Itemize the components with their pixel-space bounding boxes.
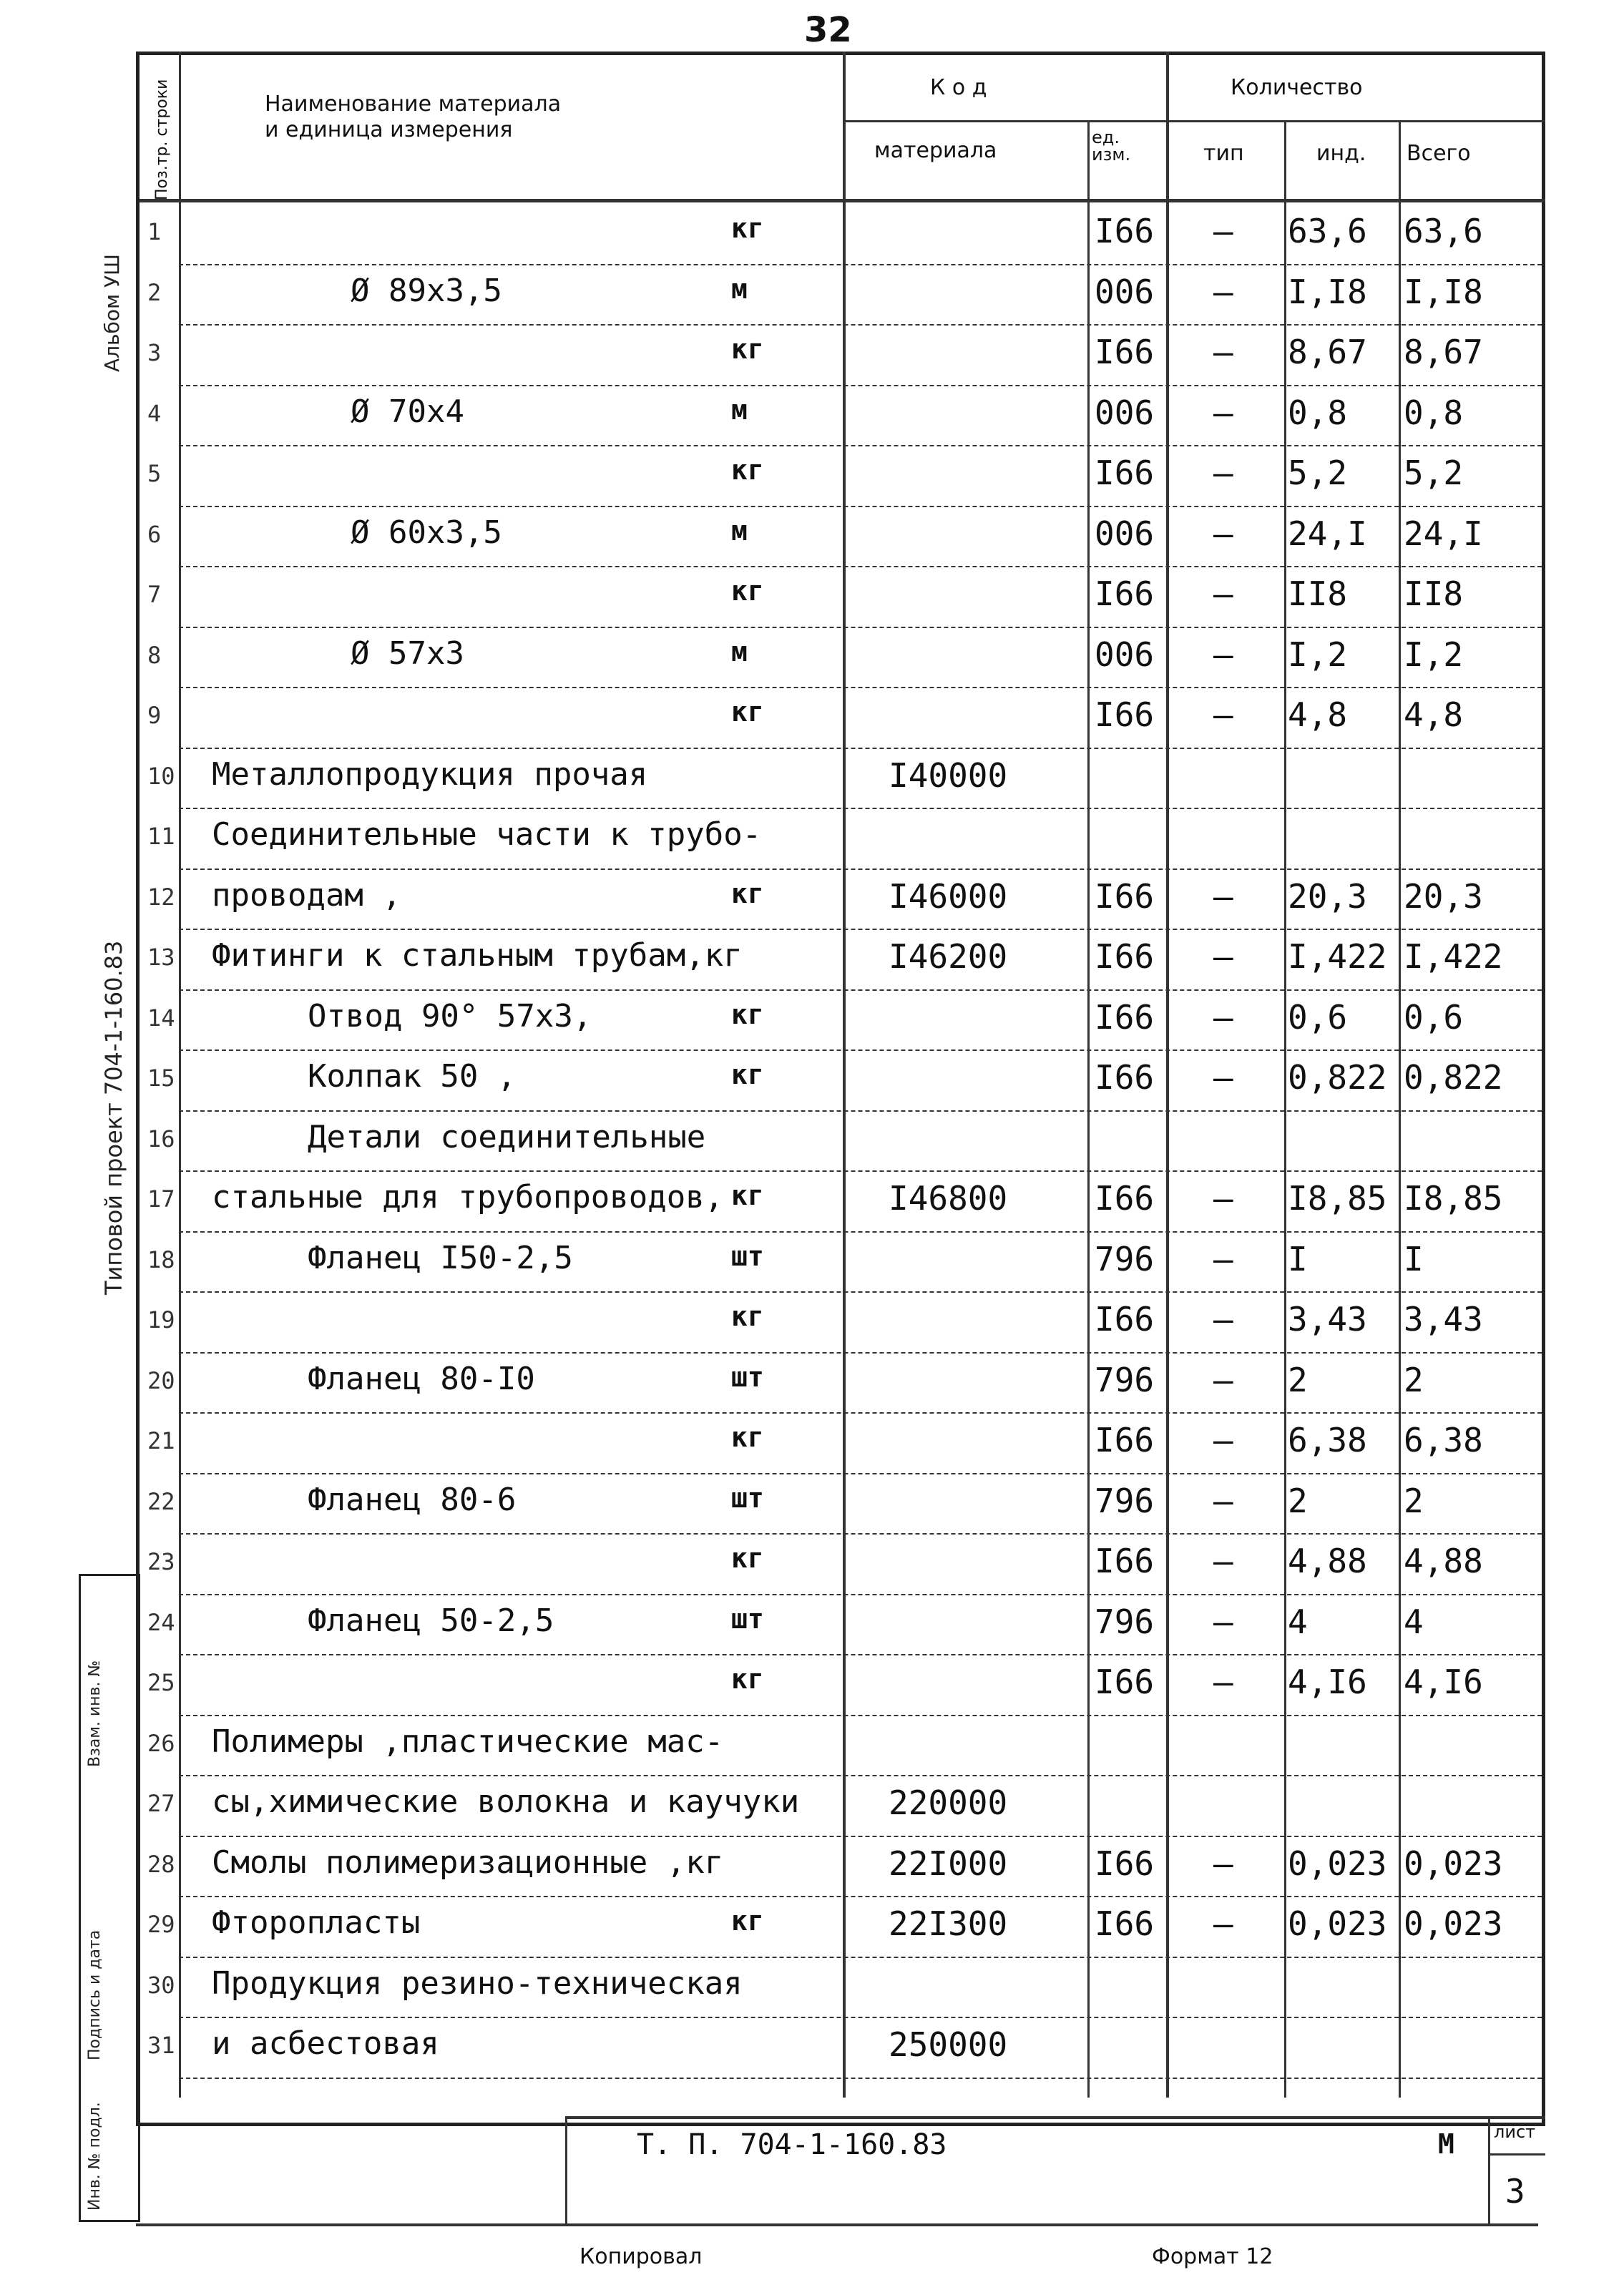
row-separator [179, 1836, 1542, 1837]
row-q-tip: – [1213, 1058, 1233, 1097]
row-number: 15 [147, 1065, 175, 1092]
row-separator [179, 748, 1542, 749]
left-strip-1: Инв. № подл. [86, 2102, 104, 2211]
row-separator [179, 1231, 1542, 1233]
row-q-tip: – [1213, 1904, 1233, 1943]
row-unit: кг [731, 575, 764, 607]
row-code-unit: 796 [1095, 1481, 1155, 1520]
row-q-total: 63,6 [1404, 212, 1483, 250]
header-code-unit: ед. изм. [1092, 127, 1131, 165]
row-code-unit: I66 [1095, 997, 1155, 1037]
side-label-album: Альбом УШ [100, 254, 124, 372]
row-q-total: 6,38 [1404, 1421, 1483, 1459]
row-code-unit: I66 [1095, 695, 1155, 734]
row-q-ind: I,422 [1288, 937, 1387, 976]
row-q-ind: 4 [1288, 1602, 1308, 1641]
side-label-project: Типовой проект 704-1-160.83 [100, 940, 127, 1295]
row-q-tip: – [1213, 1663, 1233, 1701]
row-q-ind: 8,67 [1288, 333, 1367, 371]
row-q-tip: – [1213, 514, 1233, 553]
row-separator [179, 929, 1542, 930]
row-q-total: 0,6 [1404, 997, 1464, 1037]
row-q-total: 2 [1404, 1481, 1424, 1520]
row-separator [179, 989, 1542, 991]
header-name: Наименование материала и единица измерения [265, 92, 562, 142]
row-q-total: I,2 [1404, 635, 1464, 674]
page-number: 32 [804, 10, 852, 50]
row-q-tip: – [1213, 393, 1233, 432]
row-unit: кг [731, 1905, 764, 1937]
row-q-total: 5,2 [1404, 454, 1464, 492]
row-q-ind: 6,38 [1288, 1421, 1367, 1459]
row-number: 7 [147, 581, 162, 608]
row-unit: м [731, 393, 748, 426]
row-material-name: Колпак 50 , [308, 1058, 517, 1095]
row-unit: кг [731, 454, 764, 486]
row-q-total: 2 [1404, 1360, 1424, 1399]
row-separator [179, 324, 1542, 326]
row-separator [179, 1352, 1542, 1354]
row-material-name: Металлопродукция прочая [212, 755, 648, 793]
row-q-total: 0,8 [1404, 393, 1464, 432]
row-q-total: 0,822 [1404, 1058, 1503, 1097]
row-code-material: I40000 [889, 755, 1008, 795]
row-q-total: 4 [1404, 1602, 1424, 1641]
row-code-unit: I66 [1095, 937, 1155, 976]
row-number: 17 [147, 1185, 175, 1213]
row-code-unit: 006 [1095, 635, 1155, 674]
row-material-name: Фланец I50-2,5 [308, 1239, 573, 1276]
row-number: 3 [147, 339, 162, 366]
row-number: 8 [147, 641, 162, 669]
row-unit: шт [731, 1240, 764, 1272]
row-q-ind: 20,3 [1288, 876, 1367, 916]
row-unit: кг [731, 333, 764, 365]
row-material-name: Полимеры ,пластические мас- [212, 1723, 724, 1760]
row-number: 23 [147, 1548, 175, 1575]
footer-format: Формат 12 [1152, 2244, 1273, 2269]
row-number: 5 [147, 460, 162, 487]
row-code-material: I46800 [889, 1179, 1008, 1218]
row-number: 2 [147, 278, 162, 306]
row-q-tip: – [1213, 1421, 1233, 1459]
row-q-ind: 0,023 [1288, 1904, 1387, 1943]
row-separator [179, 445, 1542, 446]
row-q-ind: 2 [1288, 1481, 1308, 1520]
row-q-tip: – [1213, 1542, 1233, 1580]
row-separator [179, 1654, 1542, 1655]
row-separator [179, 1110, 1542, 1112]
row-code-unit: 006 [1095, 272, 1155, 311]
row-q-total: 24,I [1404, 514, 1483, 553]
row-number: 12 [147, 883, 175, 911]
row-number: 20 [147, 1366, 175, 1394]
row-number: 16 [147, 1125, 175, 1153]
row-code-unit: I66 [1095, 1904, 1155, 1943]
row-unit: кг [731, 1180, 764, 1211]
row-number: 14 [147, 1004, 175, 1032]
row-material-name: Соединительные части к трубо- [212, 816, 762, 853]
row-separator [179, 687, 1542, 688]
stamp-sheet-label: лист [1494, 2122, 1536, 2142]
row-separator [179, 868, 1542, 870]
row-separator [179, 1775, 1542, 1776]
row-number: 27 [147, 1790, 175, 1817]
row-separator [179, 1170, 1542, 1172]
row-q-total: I,I8 [1404, 272, 1483, 311]
header-quantity: Количество [1231, 75, 1363, 100]
row-q-ind: II8 [1288, 574, 1348, 613]
row-q-ind: 63,6 [1288, 212, 1367, 250]
row-q-ind: 24,I [1288, 514, 1367, 553]
row-material-name: Отвод 90° 57х3, [308, 997, 592, 1034]
row-separator [179, 1533, 1542, 1535]
row-code-unit: 006 [1095, 393, 1155, 432]
row-number: 21 [147, 1427, 175, 1454]
row-code-material: 22I300 [889, 1904, 1008, 1943]
row-q-total: 4,8 [1404, 695, 1464, 734]
row-code-unit: I66 [1095, 1542, 1155, 1580]
row-q-ind: 2 [1288, 1360, 1308, 1399]
row-code-unit: I66 [1095, 454, 1155, 492]
row-code-unit: 796 [1095, 1360, 1155, 1399]
stamp-sheet: 3 [1505, 2172, 1525, 2211]
row-number: 10 [147, 762, 175, 790]
row-code-unit: I66 [1095, 1300, 1155, 1339]
row-separator [179, 627, 1542, 628]
row-number: 28 [147, 1850, 175, 1878]
row-code-unit: I66 [1095, 1844, 1155, 1883]
row-q-ind: 3,43 [1288, 1300, 1367, 1339]
header-code: К о д [930, 75, 987, 100]
row-number: 1 [147, 218, 162, 245]
row-q-total: I8,85 [1404, 1179, 1503, 1218]
row-separator [179, 506, 1542, 507]
row-unit: кг [731, 1301, 764, 1332]
row-material-name: стальные для трубопроводов, [212, 1179, 724, 1215]
row-material-name: Фланец 80-6 [308, 1481, 517, 1518]
row-q-ind: 4,I6 [1288, 1663, 1367, 1701]
row-material-name: проводам , [212, 876, 401, 914]
row-q-total: 0,023 [1404, 1904, 1503, 1943]
row-separator [179, 1412, 1542, 1414]
row-q-tip: – [1213, 876, 1233, 916]
row-q-ind: I,I8 [1288, 272, 1367, 311]
row-number: 6 [147, 520, 162, 548]
row-separator [179, 1715, 1542, 1716]
row-separator [179, 2017, 1542, 2018]
row-number: 4 [147, 399, 162, 427]
row-number: 18 [147, 1246, 175, 1273]
row-unit: шт [731, 1361, 764, 1393]
row-material-name: Ø 70х4 [351, 393, 464, 430]
row-number: 31 [147, 2032, 175, 2059]
row-q-tip: – [1213, 1239, 1233, 1278]
left-strip-2: Подпись и дата [86, 1929, 104, 2060]
row-unit: шт [731, 1602, 764, 1635]
row-q-total: I [1404, 1239, 1424, 1278]
row-q-total: 0,023 [1404, 1844, 1503, 1883]
stamp-letter: М [1438, 2128, 1454, 2160]
row-code-unit: I66 [1095, 1663, 1155, 1701]
row-code-unit: 006 [1095, 514, 1155, 553]
row-number: 30 [147, 1971, 175, 1999]
row-q-tip: – [1213, 997, 1233, 1037]
row-q-ind: 0,6 [1288, 997, 1348, 1037]
row-code-material: I46000 [889, 876, 1008, 916]
row-code-material: 220000 [889, 1783, 1008, 1822]
row-material-name: Ø 89х3,5 [351, 272, 502, 309]
row-q-tip: – [1213, 454, 1233, 492]
row-q-tip: – [1213, 1602, 1233, 1641]
row-q-tip: – [1213, 272, 1233, 311]
row-unit: м [731, 514, 748, 547]
row-q-ind: 4,8 [1288, 695, 1348, 734]
row-number: 19 [147, 1306, 175, 1334]
row-separator [179, 264, 1542, 265]
row-code-material: I46200 [889, 937, 1008, 976]
left-strip-3: Взам. инв. № [86, 1660, 104, 1767]
row-q-total: 3,43 [1404, 1300, 1483, 1339]
row-q-tip: – [1213, 937, 1233, 976]
row-separator [179, 1896, 1542, 1897]
row-unit: м [731, 635, 748, 667]
row-q-total: 8,67 [1404, 333, 1483, 371]
row-unit: кг [731, 1663, 764, 1695]
row-q-ind: 0,822 [1288, 1058, 1387, 1097]
row-material-name: Фторопласты [212, 1904, 421, 1941]
row-material-name: и асбестовая [212, 2025, 439, 2062]
row-number: 22 [147, 1487, 175, 1515]
row-number: 29 [147, 1911, 175, 1938]
row-code-unit: I66 [1095, 212, 1155, 250]
row-q-ind: I [1288, 1239, 1308, 1278]
row-q-ind: 0,023 [1288, 1844, 1387, 1883]
row-unit: кг [731, 696, 764, 728]
row-code-unit: 796 [1095, 1602, 1155, 1641]
row-separator [179, 1049, 1542, 1051]
row-material-name: Фланец 50-2,5 [308, 1602, 554, 1639]
footer-copied: Копировал [579, 2244, 703, 2269]
header-q-total: Всего [1407, 141, 1471, 166]
row-q-tip: – [1213, 1360, 1233, 1399]
row-q-ind: 4,88 [1288, 1542, 1367, 1580]
row-q-ind: I,2 [1288, 635, 1348, 674]
row-code-material: 22I000 [889, 1844, 1008, 1883]
row-number: 11 [147, 823, 175, 850]
header-pos: Поз.тр. строки [153, 79, 171, 200]
row-code-unit: I66 [1095, 333, 1155, 371]
row-unit: кг [731, 1542, 764, 1574]
row-separator [179, 1291, 1542, 1293]
row-code-unit: I66 [1095, 876, 1155, 916]
row-code-unit: I66 [1095, 1421, 1155, 1459]
row-material-name: Ø 60х3,5 [351, 514, 502, 551]
row-q-ind: 0,8 [1288, 393, 1348, 432]
row-code-unit: I66 [1095, 574, 1155, 613]
row-q-tip: – [1213, 212, 1233, 250]
row-number: 24 [147, 1608, 175, 1636]
row-q-tip: – [1213, 1300, 1233, 1339]
row-unit: кг [731, 1059, 764, 1090]
row-separator [179, 1473, 1542, 1474]
row-unit: кг [731, 212, 764, 244]
row-q-ind: 5,2 [1288, 454, 1348, 492]
row-number: 25 [147, 1669, 175, 1696]
row-separator [179, 1594, 1542, 1595]
row-unit: кг [731, 877, 764, 909]
row-q-ind: I8,85 [1288, 1179, 1387, 1218]
row-q-tip: – [1213, 635, 1233, 674]
header-q-tip: тип [1203, 141, 1244, 166]
row-q-tip: – [1213, 1844, 1233, 1883]
row-material-name: Продукция резино-техническая [212, 1964, 743, 2002]
row-q-total: I,422 [1404, 937, 1503, 976]
row-q-tip: – [1213, 574, 1233, 613]
row-separator [179, 385, 1542, 386]
row-code-material: 250000 [889, 2025, 1008, 2064]
header-q-ind: инд. [1316, 141, 1366, 166]
row-q-total: 20,3 [1404, 876, 1483, 916]
row-q-total: II8 [1404, 574, 1464, 613]
row-separator [179, 2078, 1542, 2079]
row-material-name: Фитинги к стальным трубам,кг [212, 937, 743, 974]
row-code-unit: 796 [1095, 1239, 1155, 1278]
row-separator [179, 808, 1542, 809]
row-number: 26 [147, 1729, 175, 1757]
row-unit: кг [731, 998, 764, 1030]
row-number: 9 [147, 702, 162, 729]
row-separator [179, 566, 1542, 567]
row-material-name: Ø 57х3 [351, 635, 464, 672]
row-unit: м [731, 273, 748, 305]
row-unit: шт [731, 1482, 764, 1514]
row-number: 13 [147, 944, 175, 971]
row-material-name: сы,химические волокна и каучуки [212, 1783, 800, 1820]
row-q-total: 4,88 [1404, 1542, 1483, 1580]
header-code-material: материала [874, 138, 997, 163]
row-code-unit: I66 [1095, 1179, 1155, 1218]
row-material-name: Смолы полимеризационные ,кг [212, 1844, 724, 1881]
row-separator [179, 1957, 1542, 1958]
row-code-unit: I66 [1095, 1058, 1155, 1097]
row-material-name: Детали соединительные [308, 1118, 706, 1155]
row-q-tip: – [1213, 695, 1233, 734]
row-q-tip: – [1213, 1179, 1233, 1218]
row-q-tip: – [1213, 1481, 1233, 1520]
stamp-doc: Т. П. 704-1-160.83 [637, 2128, 947, 2161]
row-material-name: Фланец 80-I0 [308, 1360, 535, 1397]
row-q-total: 4,I6 [1404, 1663, 1483, 1701]
row-unit: кг [731, 1422, 764, 1453]
row-q-tip: – [1213, 333, 1233, 371]
